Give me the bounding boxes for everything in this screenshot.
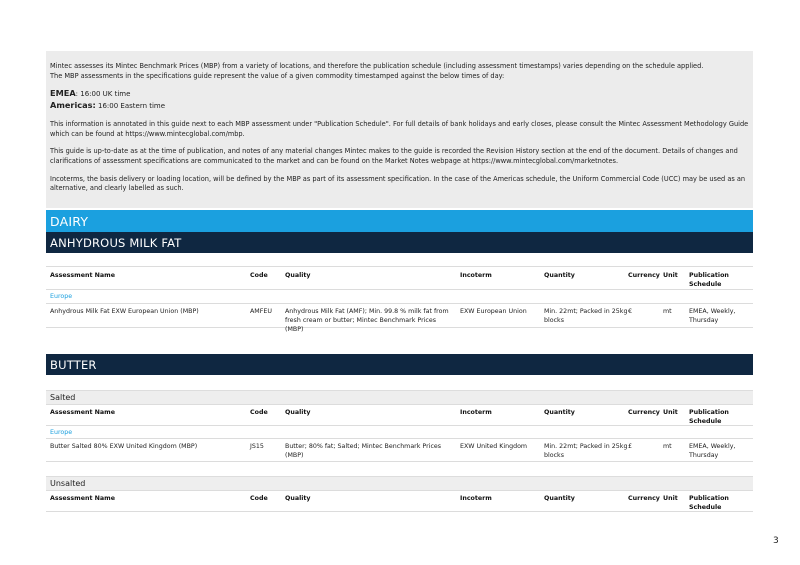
col-quantity: Quantity — [544, 272, 575, 279]
col-quantity: Quantity — [544, 495, 575, 502]
col-unit: Unit — [663, 409, 678, 416]
cell-publication-schedule: EMEA, Weekly, Thursday — [689, 308, 736, 324]
col-unit: Unit — [663, 495, 678, 502]
page-number: 3 — [773, 536, 779, 546]
americas-label: Americas: — [50, 100, 96, 111]
col-quality: Quality — [285, 272, 311, 279]
cell-currency: € — [628, 308, 633, 315]
table-row — [46, 439, 753, 462]
subsection-band-amf: ANHYDROUS MILK FAT — [46, 232, 753, 253]
cell-quality: Anhydrous Milk Fat (AMF); Min. 99.8 % milk fat from fresh cream or butter; Mintec Benchmark Prices (MBP) — [285, 308, 449, 333]
col-publication-schedule: Publication Schedule — [689, 495, 729, 511]
col-quality: Quality — [285, 495, 311, 502]
col-quality: Quality — [285, 409, 311, 416]
col-assessment-name: Assessment Name — [50, 409, 116, 416]
col-publication-schedule: Publication Schedule — [689, 272, 729, 288]
cell-code: AMFEU — [250, 308, 272, 315]
emea-time-line — [50, 88, 749, 100]
col-assessment-name: Assessment Name — [50, 272, 116, 279]
cell-incoterm: EXW United Kingdom — [460, 443, 528, 450]
intro-paragraph-1b: The MBP assessments in the specifications guide represent the value of a given commodity timestamped against the below times of day: — [50, 71, 505, 80]
region-row — [46, 426, 753, 439]
emea-label: EMEA — [50, 88, 76, 99]
intro-paragraph-4: Incoterms, the basis delivery or loading location, will be defined by the MBP as part of its assessment specification. In the case of the Americas schedule, the Uniform Commercial Code (UCC) may be used as an alternative, and clearly labelled as such. — [50, 174, 746, 193]
cell-unit: mt — [663, 308, 672, 315]
cell-code: JS15 — [250, 443, 264, 450]
subsection-band-butter: BUTTER — [46, 354, 753, 375]
butter-unsalted-table — [46, 490, 753, 512]
table-header-row — [46, 266, 753, 290]
col-publication-schedule: Publication Schedule — [689, 409, 729, 425]
emea-time: : 16:00 UK time — [75, 90, 131, 99]
cell-quality: Butter; 80% fat; Salted; Mintec Benchmark Prices (MBP) — [285, 443, 442, 459]
americas-time-line — [50, 100, 749, 112]
col-assessment-name: Assessment Name — [50, 495, 116, 502]
col-unit: Unit — [663, 272, 678, 279]
subheading-unsalted: Unsalted — [46, 476, 753, 490]
intro-paragraph-3: This guide is up-to-date as at the time of publication, and notes of any material changes Mintec makes to the guide is recorded the Revision History section at the end of the document. Details of changes and clarifications of assessment specifications are communicated to the market and can be found on the Market Notes webpage at https://www.mintecglobal.com/marketnotes. — [50, 147, 738, 165]
col-quantity: Quantity — [544, 409, 575, 416]
col-currency: Currency — [628, 409, 660, 416]
cell-quantity: Min. 22mt; Packed in 25kg blocks — [544, 443, 628, 459]
col-currency: Currency — [628, 495, 660, 502]
cell-quantity: Min. 22mt; Packed in 25kg blocks — [544, 308, 628, 324]
butter-salted-table — [46, 404, 753, 462]
col-code: Code — [250, 272, 268, 279]
col-code: Code — [250, 495, 268, 502]
col-incoterm: Incoterm — [460, 409, 492, 416]
cell-publication-schedule: EMEA, Weekly, Thursday — [689, 443, 736, 459]
region-row — [46, 290, 753, 304]
section-band-dairy: DAIRY — [46, 210, 753, 232]
intro-box — [46, 51, 753, 208]
cell-unit: mt — [663, 443, 672, 450]
col-currency: Currency — [628, 272, 660, 279]
table-header-row — [46, 404, 753, 426]
subheading-salted: Salted — [46, 390, 753, 404]
region-label: Europe — [50, 429, 73, 436]
col-incoterm: Incoterm — [460, 272, 492, 279]
intro-paragraph-2: This information is annotated in this guide next to each MBP assessment under "Publication Schedule". For full details of bank holidays and early closes, please consult the Mintec Assessment Methodology Guide which can be found at https://www.mintecglobal.com/mbp. — [50, 120, 749, 138]
cell-assessment-name: Butter Salted 80% EXW United Kingdom (MBP) — [50, 443, 198, 450]
col-incoterm: Incoterm — [460, 495, 492, 502]
table-header-row — [46, 490, 753, 512]
americas-time: 16:00 Eastern time — [95, 102, 166, 111]
region-times — [50, 88, 749, 112]
cell-incoterm: EXW European Union — [460, 308, 527, 315]
col-code: Code — [250, 409, 268, 416]
cell-currency: £ — [628, 443, 633, 450]
table-row — [46, 304, 753, 333]
intro-paragraph-1: Mintec assesses its Mintec Benchmark Prices (MBP) from a variety of locations, and therefore the publication schedule (including assessment timestamps) varies depending on the schedule applied. — [50, 62, 704, 70]
region-label: Europe — [50, 293, 73, 300]
cell-assessment-name: Anhydrous Milk Fat EXW European Union (MBP) — [50, 308, 199, 315]
amf-table — [46, 266, 753, 333]
